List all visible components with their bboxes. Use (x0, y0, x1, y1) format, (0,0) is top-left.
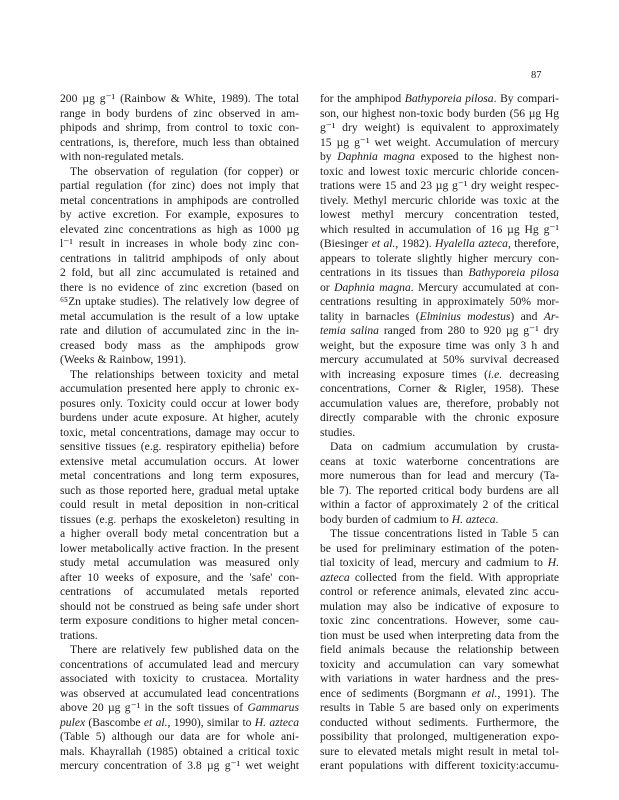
text-line: phipods and shrimp, from control to toxic con- (60, 121, 299, 134)
text-span: for the amphipod (320, 92, 405, 105)
text-line (320, 266, 559, 281)
text-line: Data on cadmium accumulation by crusta- (330, 440, 559, 453)
text-line: field animals because the relationship between (320, 643, 559, 656)
text-line: 2 fold, but all zinc accumulated is retained and (60, 266, 299, 279)
text-span: tality in barnacles ( (320, 309, 420, 323)
text-span: or (320, 280, 335, 294)
italic-term: Ar- (543, 309, 559, 323)
italic-term: pulex (60, 715, 86, 729)
text-span: ) and (510, 309, 544, 323)
italic-term: Hyalella azteca (435, 237, 508, 250)
text-line: study metal accumulation was measured only (60, 556, 299, 569)
text-line: burdens under acute exposure. At higher, acutely (60, 411, 299, 424)
text-line: There are relatively few published data on the (70, 643, 299, 656)
page-number: 87 (531, 70, 542, 81)
text-span: centrations in its tissues than (320, 266, 469, 279)
text-line (60, 701, 299, 716)
text-line: conducted without sediments. Furthermore, the (320, 715, 559, 729)
text-line: concentrations of accumulated lead and mercury (60, 657, 299, 671)
text-line: mals. Khayrallah (1985) obtained a critical toxic (60, 744, 299, 758)
text-line: appears to tolerate slightly higher mercury con- (320, 251, 559, 265)
text-line: control or reference animals, elevated zinc accu- (320, 585, 559, 598)
text-line: ceans at toxic waterborne concentrations are (320, 454, 559, 468)
text-span: . By compari- (493, 92, 560, 105)
text-line: ble 7). The reported critical body burdens are all (320, 483, 559, 497)
text-line: sure to elevated metals might result in metal tol- (320, 744, 559, 758)
text-line: trations were 15 and 23 µg g⁻¹ dry weight respec- (320, 179, 559, 192)
text-line: tively. Methyl mercuric chloride was toxic at the (320, 193, 559, 207)
text-span: ranged from 280 to 920 µg g⁻¹ dry (378, 324, 559, 337)
text-line: centrations of accumulated metals reported (60, 585, 299, 598)
left-text-column (60, 92, 299, 774)
text-line: 15 µg g⁻¹ wet weight. Accumulation of mercury (320, 135, 559, 149)
text-line: creased body mass as the amphipods grow (60, 338, 299, 352)
text-line: erant populations with different toxicity:accumu- (320, 759, 559, 772)
text-line: toxic and lowest toxic mercuric chloride concen- (320, 164, 559, 178)
italic-term: H. azteca (451, 512, 496, 526)
text-span: body burden of cadmium to (320, 512, 452, 526)
text-line: metal concentrations in amphipods are controlled (60, 193, 299, 207)
text-line: The relationships between toxicity and metal (70, 367, 299, 381)
italic-term: Elminius modestus (419, 309, 511, 323)
text-line: ⁶⁵Zn uptake studies). The relatively low degree of (60, 295, 299, 308)
text-line: metal concentrations and long term exposures, (60, 469, 299, 482)
text-line: metal accumulation is the result of a low uptake (60, 309, 299, 323)
text-line: mulation may also be indicative of exposure to (320, 599, 559, 613)
italic-term: et al. (143, 715, 168, 729)
text-line: extensive metal accumulation occurs. At lower (60, 454, 299, 468)
text-line: rate and dilution of accumulated zinc in the in- (60, 324, 299, 337)
text-line: toxic zinc concentrations. However, some cau- (320, 614, 559, 627)
text-line: such as those reported here, gradual metal uptake (60, 483, 299, 497)
text-line: g⁻¹ dry weight) is equivalent to approximately (320, 121, 559, 134)
text-span: , 1982). (395, 237, 436, 250)
text-line (320, 556, 559, 571)
italic-term: H. azteca (254, 715, 299, 729)
italic-term: temia salina (320, 324, 379, 337)
text-line: tissues (e.g. perhaps the exoskeleton) resulting in (60, 512, 299, 526)
text-line: 200 µg g⁻¹ (Rainbow & White, 1989). The total (60, 92, 299, 105)
text-line: partial regulation (for zinc) does not imply that (60, 179, 299, 192)
text-span: , 1991). The (497, 686, 560, 700)
text-line: elevated zinc concentrations as high as 1000 µg (60, 222, 299, 236)
text-line: studies. (320, 425, 356, 439)
text-line: mercury concentration of 3.8 µg g⁻¹ wet weight (60, 759, 299, 772)
text-line: posures only. Toxicity could occur at lower body (60, 396, 299, 410)
text-line: possibility that prolonged, multigeneration expo- (320, 730, 559, 743)
text-line (320, 368, 559, 383)
text-span: . Mercury accumulated at con- (410, 280, 559, 294)
text-line (320, 150, 559, 165)
text-line (320, 324, 559, 339)
text-line: which resulted in accumulation of 16 µg Hg g⁻¹ (320, 222, 559, 236)
text-span: above 20 µg g⁻¹ in the soft tissues of (60, 701, 248, 714)
text-line (320, 687, 559, 702)
italic-term: Gammarus (247, 701, 299, 714)
text-line: was observed at accumulated lead concentrations (60, 686, 299, 700)
italic-term: H. (547, 556, 559, 569)
text-line (320, 571, 559, 586)
text-line: after 10 weeks of exposure, and the 'safe' con- (60, 570, 299, 584)
text-line: l⁻¹ result in increases in whole body zinc con- (60, 237, 299, 250)
text-line: lower metabolically active fraction. In the present (60, 541, 299, 555)
right-text-column (320, 92, 559, 774)
text-line: (Table 5) although our data are for whole ani- (60, 730, 299, 743)
text-line: sensitive tissues (e.g. respiratory epithelia) before (60, 440, 299, 453)
text-line (320, 237, 559, 252)
text-span: exposed to the highest non- (414, 150, 559, 163)
text-span: (Biesinger (320, 237, 372, 250)
text-line: lowest methyl mercury concentration tested, (320, 208, 559, 221)
text-line: The tissue concentrations listed in Table 5 can (330, 527, 559, 540)
text-line: with variations in water hardness and the pres- (320, 672, 559, 685)
text-line: range in body burdens of zinc observed in am- (60, 106, 299, 120)
italic-term: Daphnia magna (337, 150, 415, 163)
text-line: accumulation values are, therefore, probably not (320, 396, 559, 410)
text-span: decreasing (502, 367, 560, 381)
text-line (320, 513, 559, 528)
italic-term: Bathyporeia pilosa (468, 266, 560, 279)
text-span: , therefore, (507, 237, 559, 250)
text-line: centrations, is, therefore, much less than obtained (60, 135, 299, 149)
text-line: toxic, metal concentrations, damage may occur to (60, 425, 299, 439)
text-line: should not be construed as being safe under short (60, 599, 299, 613)
text-span: with increasing exposure times ( (320, 367, 489, 381)
text-line: toxicity and accumulation can vary somewhat (320, 657, 559, 671)
italic-term: et al. (471, 686, 498, 700)
text-line: be used for preliminary estimation of the poten- (320, 541, 559, 555)
text-line: by active excretion. For example, exposures to (60, 208, 299, 221)
italic-term: Daphnia magna (334, 280, 411, 294)
text-line: centrations in talitrid amphipods of only about (60, 251, 299, 265)
italic-term: Bathyporeia pilosa (404, 92, 494, 105)
text-line: tion must be used when interpreting data from the (320, 628, 559, 642)
text-line: The observation of regulation (for copper) or (70, 164, 299, 178)
text-line (60, 716, 299, 731)
italic-term: i.e. (488, 367, 503, 381)
italic-term: et al. (371, 237, 396, 250)
text-line: centrations resulting in approximately 50% mor- (320, 295, 559, 308)
italic-term: azteca (320, 570, 350, 584)
text-line (320, 92, 559, 107)
text-line (320, 310, 559, 325)
text-span: (Bascombe (85, 715, 144, 729)
text-line: more numerous than for lead and mercury (Ta- (320, 469, 559, 482)
text-line: with non-regulated metals. (60, 150, 184, 163)
text-line (320, 281, 559, 296)
text-line: (Weeks & Rainbow, 1991). (60, 353, 187, 366)
text-line: trations. (60, 628, 98, 642)
text-line: within a factor of approximately 2 of the critical (320, 498, 559, 511)
text-span: by (320, 150, 338, 163)
text-span: collected from the field. With appropriate (349, 570, 559, 584)
text-span: ence of sediments (Borgmann (320, 686, 472, 700)
text-line: results in Table 5 are based only on experiments (320, 701, 559, 714)
text-line: weight, but the exposure time was only 3 h and (320, 338, 559, 352)
text-line: associated with toxicity to crustacea. Mortality (60, 672, 299, 685)
text-line: concentrations, Corner & Rigler, 1958). These (320, 382, 559, 395)
text-span: . (495, 512, 499, 526)
text-line: a higher overall body metal concentration but a (60, 527, 299, 540)
text-line: term exposure conditions to higher metal concen- (60, 614, 299, 627)
text-line: son, our highest non-toxic body burden (56 µg Hg (320, 106, 559, 120)
text-line: directly comparable with the chronic exposure (320, 411, 559, 424)
text-line: accumulation presented here apply to chronic ex- (60, 382, 299, 395)
text-line: mercury accumulated at 50% survival decreased (320, 353, 559, 366)
text-line: there is no evidence of zinc excretion (based on (60, 280, 299, 294)
text-span: , 1990), similar to (167, 715, 255, 729)
text-line: could result in metal deposition in non-critical (60, 498, 299, 511)
text-span: tial toxicity of lead, mercury and cadmium to (320, 556, 548, 569)
